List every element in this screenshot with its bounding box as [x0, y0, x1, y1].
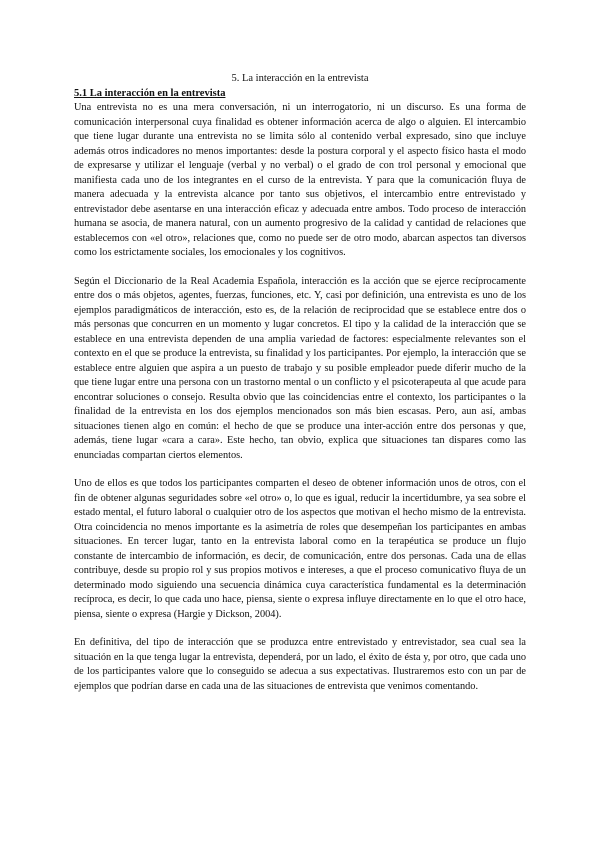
paragraph-4: En definitiva, del tipo de interacción que se produzca entre entrevistado y entrevistador, sea cual sea la situación en la que tenga lugar la entrevista, dependerá, por un lado, el éxito de ésta y, por otro, que cada uno de los participantes valore que lo conseguido se adecua a sus expectativas. Ilustraremos esto con un par de ejemplos que podrían darse en cada una de las situaciones de entrevista que venimos comentando.	[74, 637, 526, 692]
paragraph-2: Según el Diccionario de la Real Academia Española, interacción es la acción que se ejerce recíprocamente entre dos o más objetos, agentes, fuerzas, funciones, etc. Y, casi por definición, una entrevista es uno de los ejemplos paradigmáticos de interacción, esto es, de la relación de reciprocidad que se establece entre dos o más personas que concurren en un momento y lugar concretos. El tipo y la calidad de la interacción que se establece en una entrevista dependen de una amplia variedad de factores: especialmente relevantes son el contexto en el que se produce la entrevista, su finalidad y los participantes. Por ejemplo, la interacción que se establece entre alguien que aspira a un puesto de trabajo y su posible empleador puede diferir mucho de la que tiene lugar entre una persona con un trastorno mental o un conflicto y el psicoterapeuta al que acude para encontrar soluciones o consejo. Resulta obvio que las coincidencias entre el contexto, los participantes o la finalidad de la entrevista en los dos ejemplos mencionados son más bien escasas. Pero, aun así, ambas situaciones tienen algo en común: el hecho de que se produce una inter-acción entre dos personas y que, además, tiene lugar «cara a cara». Este hecho, tan obvio, explica que situaciones tan dispares como las enunciadas compartan ciertos elementos.	[74, 275, 526, 461]
paragraph-1: Una entrevista no es una mera conversación, ni un interrogatorio, ni un discurso. Es una forma de comunicación interpersonal cuya finalidad es obtener información acerca de algo o alguien. El intercambio que tiene lugar durante una entrevista no se limita sólo al contenido verbal expresado, sino que incluye además otros indicadores no menos importantes: desde la postura corporal y el aspecto físico hasta el modo de expresarse y utilizar el lenguaje (verbal y no verbal) o el grado de con trol personal y emocional que manifiesta cada uno de los integrantes en el curso de la entrevista. Y para que la comunicación fluya de manera adecuada y la entrevista alcance por tanto sus objetivos, el intercambio entre entrevistado y entrevistador debe asentarse en una interacción eficaz y adecuada entre ambos. Todo proceso de interacción humana se asocia, de manera natural, con un aumento progresivo de la calidad y cantidad de relaciones que establecemos con «el otro», relaciones que, como no puede ser de otro modo, abarcan aspectos tan diversos como los estrictamente sociales, los emocionales y los cognitivos.	[74, 102, 526, 258]
section-heading: 5.1 La interacción en la entrevista	[74, 88, 226, 99]
document-body	[74, 72, 526, 694]
chapter-title: 5. La interacción en la entrevista	[231, 73, 369, 84]
paragraph-3: Uno de ellos es que todos los participantes comparten el deseo de obtener información unos de otros, con el fin de obtener algunas seguridades sobre «el otro» o, lo que es igual, reducir la incertidumbre, ya sea sobre el estado mental, el futuro laboral o cualquier otro de los aspectos que motivan el hecho mismo de la entrevista. Otra coincidencia no menos importante es la asimetría de roles que desempeñan los participantes en ambas situaciones. En tercer lugar, tanto en la entrevista laboral como en la terapéutica se produce un flujo constante de intercambio de información, es decir, de comunicación, entre dos personas. Cada una de ellas contribuye, desde su propio rol y sus propios motivos e intereses, a que el proceso comunicativo fluya de un determinado modo siguiendo una secuencia dinámica cuya característica fundamental es la determinación recíproca, es decir, lo que cada uno hace, piensa, siente o expresa influye directamente en lo que el otro hace, piensa, siente o expresa (Hargie y Dickson, 2004).	[74, 478, 526, 620]
